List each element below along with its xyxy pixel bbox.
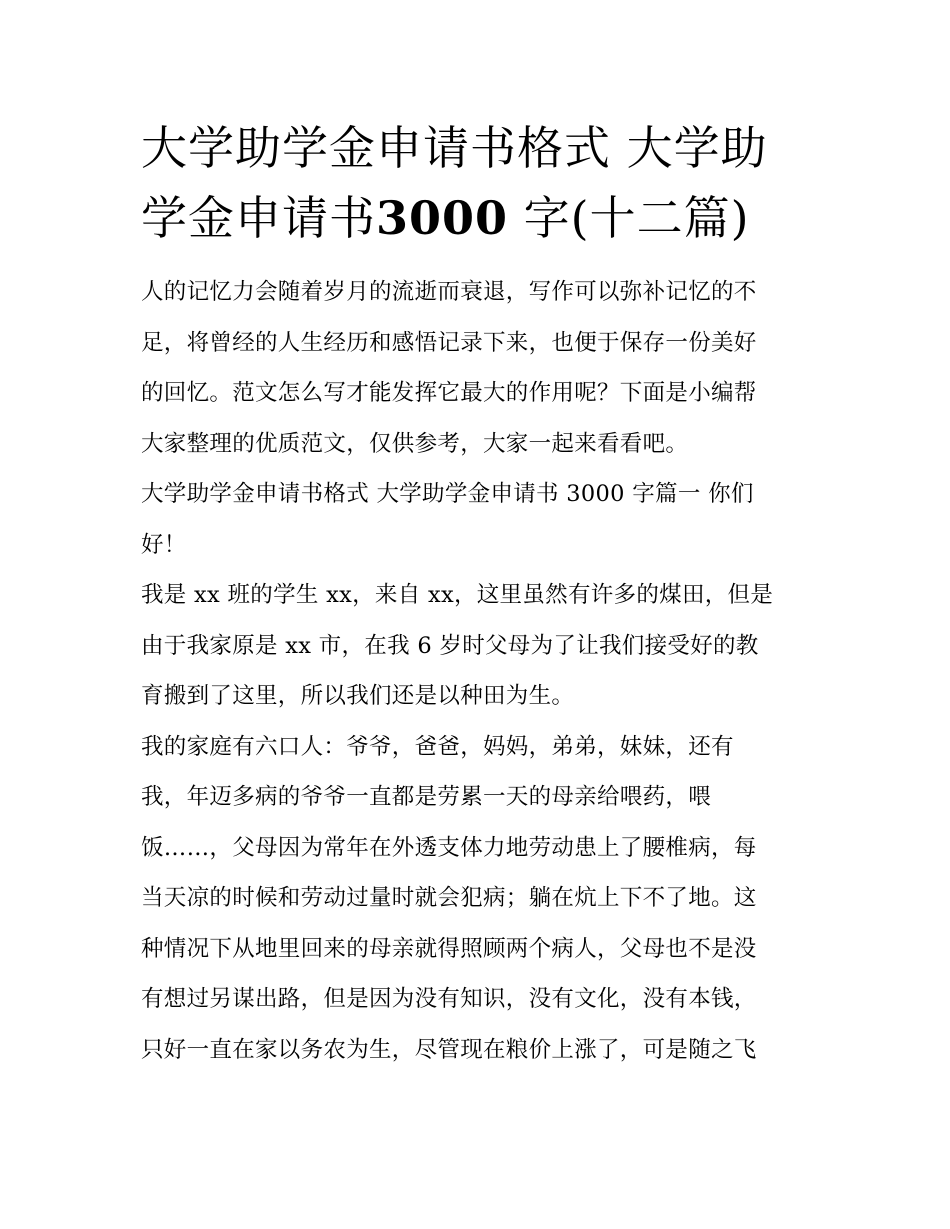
text-line: 大学助学金申请书格式 大学助学金申请书 3000 字篇一 你们 — [141, 481, 754, 507]
text-line: 有想过另谋出路，但是因为没有知识，没有文化，没有本钱， — [141, 986, 757, 1012]
text-line: 种情况下从地里回来的母亲就得照顾两个病人，父母也不是没 — [141, 935, 757, 962]
title-line-2-part-2: 字(十二篇) — [508, 191, 750, 245]
text-line: 足，将曾经的人生经历和感悟记录下来，也便于保存一份美好 — [141, 329, 757, 356]
text-line: 人的记忆力会随着岁月的流逝而衰退，写作可以弥补记忆的不 — [141, 279, 757, 305]
family-situation-paragraph — [141, 722, 813, 1076]
text-line: 饭……，父母因为常年在外透支体力地劳动患上了腰椎病，每 — [141, 834, 757, 861]
text-line: 大家整理的优质范文，仅供参考，大家一起来看看吧。 — [141, 430, 689, 457]
document-title — [141, 113, 813, 253]
text-line: 好！ — [141, 531, 187, 558]
title-line-2-part-1: 学金申请书 — [141, 191, 376, 245]
text-line: 我，年迈多病的爷爷一直都是劳累一天的母亲给喂药，喂 — [141, 784, 712, 810]
document-body — [141, 267, 813, 1075]
self-introduction-paragraph — [141, 570, 813, 722]
document-page — [141, 113, 813, 1075]
section-heading-paragraph — [141, 469, 813, 570]
text-line: 我的家庭有六口人：爷爷，爸爸，妈妈，弟弟，妹妹，还有 — [141, 733, 734, 760]
text-line: 只好一直在家以务农为生，尽管现在粮价上涨了，可是随之飞 — [141, 1036, 757, 1063]
text-line: 我是 xx 班的学生 xx，来自 xx，这里虽然有许多的煤田，但是 — [141, 582, 774, 608]
text-line: 由于我家原是 xx 市，在我 6 岁时父母为了让我们接受好的教 — [141, 632, 759, 659]
text-line: 育搬到了这里，所以我们还是以种田为生。 — [141, 683, 575, 709]
title-line-2-number: 3000 — [376, 191, 509, 245]
title-line-1: 大学助学金申请书格式 大学助 — [141, 121, 768, 175]
text-line: 的回忆。范文怎么写才能发挥它最大的作用呢？下面是小编帮 — [141, 380, 757, 406]
text-line: 当天凉的时候和劳动过量时就会犯病；躺在炕上下不了地。这 — [141, 885, 757, 911]
intro-paragraph — [141, 267, 813, 469]
